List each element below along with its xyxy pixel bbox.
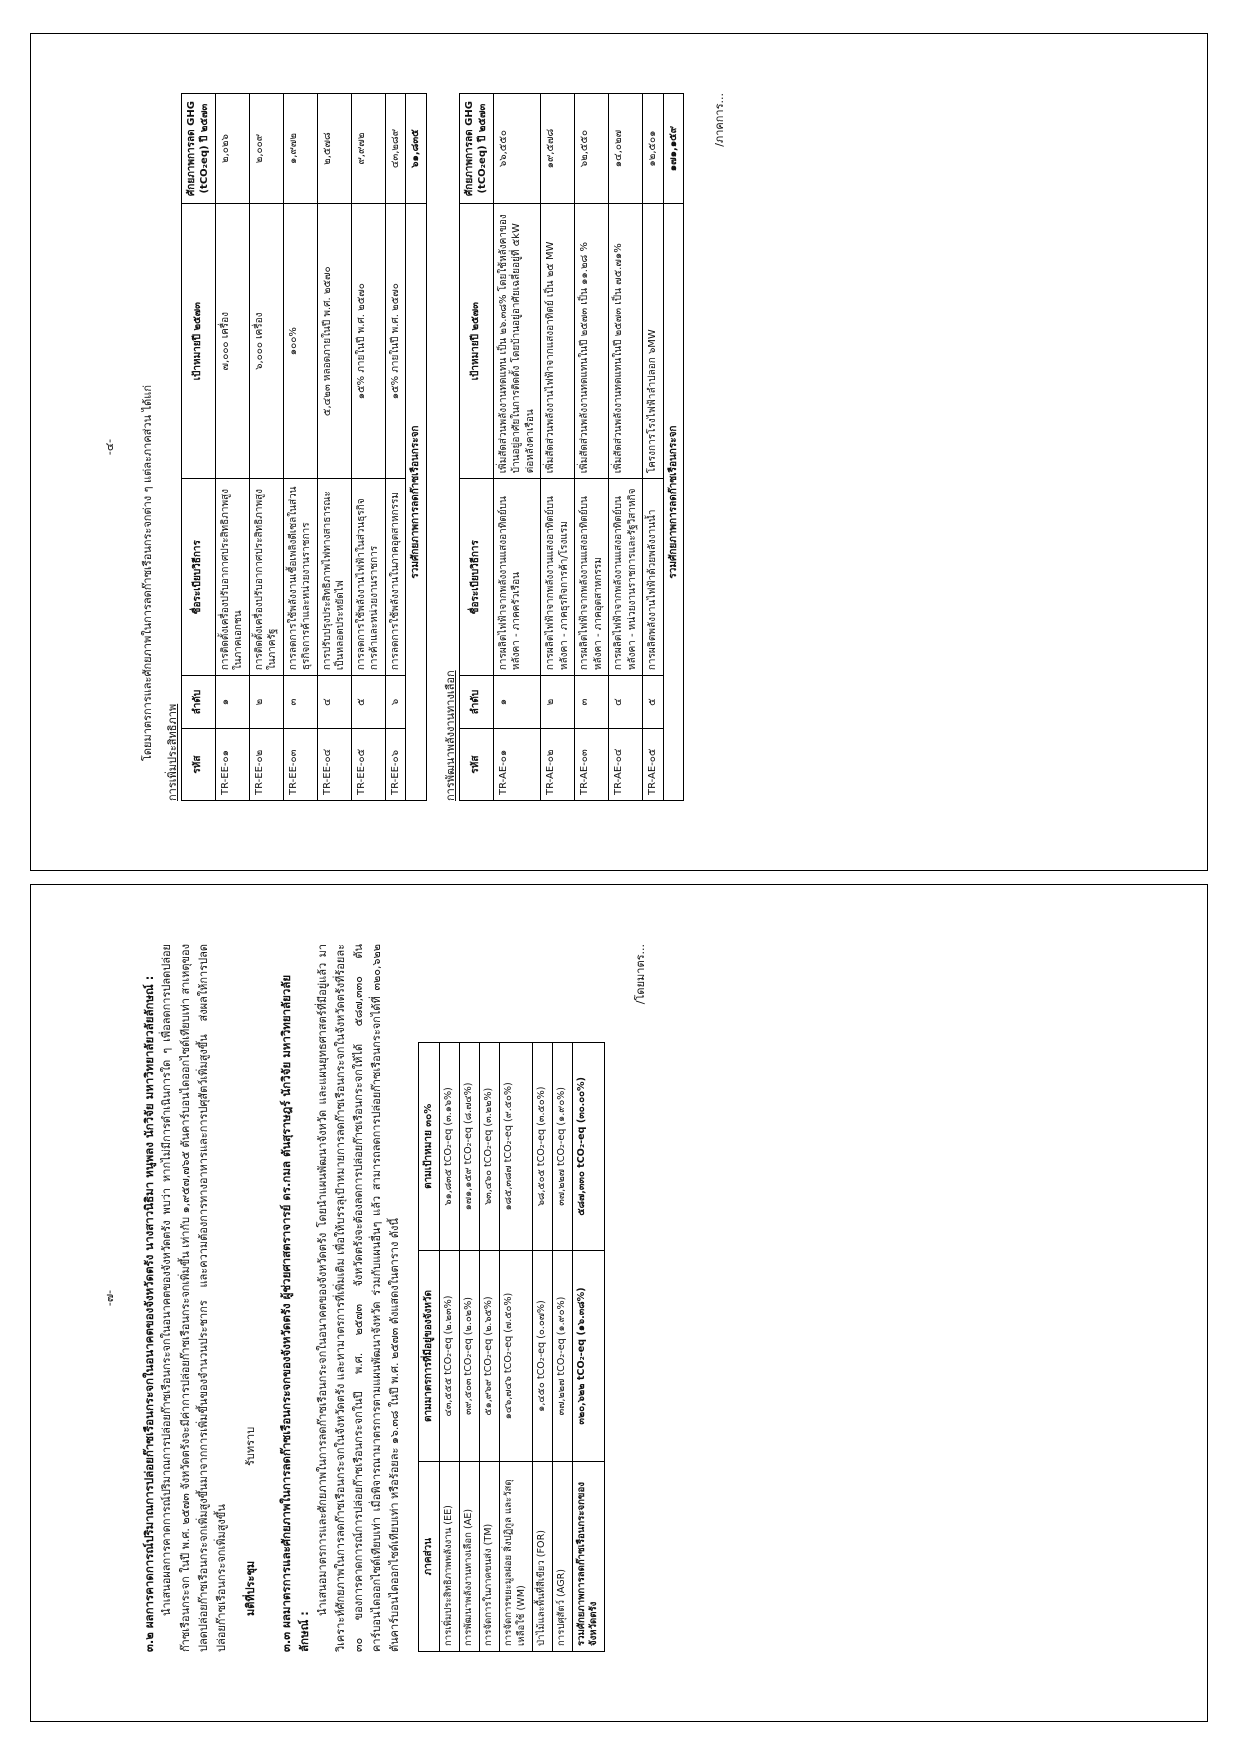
cell-potential: ๔๓,๒๘๙: [385, 94, 406, 204]
cell-province: ๓๙,๕๐๓ tCO₂-eq (๒.๐๒%): [459, 1250, 479, 1462]
cell-sector: รวมศักยภาพการลดก๊าซเรือนกระจกของจังหวัดตรัง: [572, 1462, 605, 1652]
header-code: รหัส: [459, 729, 493, 801]
ee-section-title: การเพิ่มประสิทธิภาพ: [165, 703, 179, 801]
cell-name: การผลิตไฟฟ้าจากพลังงานแสงอาทิตย์บนหลังคา - ภาคครัวเรือน: [493, 479, 541, 676]
cell-code: TR-EE-๐๖: [385, 729, 406, 801]
table-row: [479, 1043, 499, 1652]
table-row: [532, 1043, 552, 1652]
cell-potential: ๑,๙๗๒: [283, 94, 317, 204]
header-order: ลำดับ: [459, 676, 493, 729]
cell-name: การปรับปรุงประสิทธิภาพไฟทางสาธารณะเป็นหลอดประหยัดไฟ: [317, 479, 351, 676]
cell-order: ๕: [643, 676, 664, 729]
cell-name: การผลิตไฟฟ้าจากพลังงานแสงอาทิตย์บนหลังคา - ภาคธุรกิจการค้า/โรงแรม: [541, 479, 575, 676]
section-3-3-heading: ๓.๓ ผลมาตรการและศักยภาพในการลดก๊าซเรือนกระจกของจังหวัดตรัง ผู้ช่วยศาสตราจารย์ ดร.กมล ตันสุราษฎร์ นักวิจัย มหาวิทยาลัยวลัยลักษณ์ :: [278, 974, 312, 1652]
table-row: [609, 94, 643, 801]
table-row: [552, 1043, 572, 1652]
cell-order: ๔: [317, 676, 351, 729]
cell-sector: ป่าไม้และพื้นที่สีเขียว (FOR): [532, 1462, 552, 1652]
cell-order: ๑: [493, 676, 541, 729]
cell-code: TR-EE-๐๒: [249, 729, 283, 801]
header-potential: ศักยภาพการลด GHG (tCO₂eq) ปี ๒๕๗๓: [181, 94, 215, 204]
cell-order: ๓: [283, 676, 317, 729]
total-label: รวมศักยภาพการลดก๊าซเรือนกระจก: [663, 204, 684, 801]
document-page-4: [30, 33, 1208, 871]
table-row: [459, 1043, 479, 1652]
total-value: ๖๑,๘๓๕: [406, 94, 427, 204]
table-row: [351, 94, 385, 801]
table-row: [643, 94, 664, 801]
cell-name: การลดการใช้พลังงานในภาคอุตสาหกรรม: [385, 479, 406, 676]
cell-potential: ๖๖,๕๕๐: [493, 94, 541, 204]
cell-potential: ๒,๕๗๘: [317, 94, 351, 204]
cell-potential: ๑๙,๕๗๘: [541, 94, 575, 204]
resolution-row: [241, 944, 259, 1652]
section-3-2-heading: ๓.๒ ผลการคาดการณ์ปริมาณการปล่อยก๊าซเรือนกระจกในอนาคตของจังหวัดตรัง นางสาวนิธิมา หนูพลง นักวิจัย มหาวิทยาลัยวลัยลักษณ์ :: [142, 975, 156, 1652]
header-province: ตามมาตรการที่มีอยู่ของจังหวัด: [419, 1250, 440, 1462]
cell-potential: ๑๒,๕๐๑: [643, 94, 664, 204]
cell-sector: การจัดการขยะมูลฝอย สิ่งปฏิกูล และวัสดุเหลือใช้ (WM): [499, 1462, 532, 1652]
cell-target: เพิ่มสัดส่วนพลังงานทดแทนในปี ๒๕๗๓ เป็น ๑๑.๒๘ %: [575, 204, 609, 479]
cell-potential: ๙,๙๗๒: [351, 94, 385, 204]
cell-order: ๒: [249, 676, 283, 729]
cell-code: TR-EE-๐๔: [317, 729, 351, 801]
cell-order: ๓: [575, 676, 609, 729]
cell-target: ๖๑,๘๓๕ tCO₂-eq (๓.๑๖%): [439, 1043, 459, 1251]
cell-code: TR-AE-๐๕: [643, 729, 664, 801]
document-page-7: [30, 884, 1208, 1722]
cell-target: โครงการโรงไฟฟ้าลำปลอก ๖MW: [643, 204, 664, 479]
table-row: [541, 94, 575, 801]
cell-target: ๖๓,๔๖๐ tCO₂-eq (๓.๒๒%): [479, 1043, 499, 1251]
cell-target: ๕,๔๒๓ หลอดภายในปี พ.ศ. ๒๕๗๐: [317, 204, 351, 479]
table-total-row: [572, 1043, 605, 1652]
cell-province: ๔๓,๕๕๕ tCO₂-eq (๒.๒๓%): [439, 1250, 459, 1462]
table-row: [283, 94, 317, 801]
cell-target: ๑๗๑,๑๕๙ tCO₂-eq (๘.๗๔%): [459, 1043, 479, 1251]
cell-target: ๑๕% ภายในปี พ.ศ. ๒๕๗๐: [351, 204, 385, 479]
table-total-row: [663, 94, 684, 801]
cell-name: การติดตั้งเครื่องปรับอากาศประสิทธิภาพสูงในภาครัฐ: [249, 479, 283, 676]
table-header-row: [419, 1043, 440, 1652]
cell-target: เพิ่มสัดส่วนพลังงานทดแทน เป็น ๒๖.๓๘% โดยใช้หลังคาของบ้านอยู่อาศัยในการติดตั้ง โดยบ้านอยู่อาศัยเฉลี่ยอยู่ที่ ๕kW ต่อหลังคาเรือน: [493, 204, 541, 479]
cell-order: ๕: [351, 676, 385, 729]
resolution-value: รับทราบ: [243, 1426, 257, 1466]
cell-target: เพิ่มสัดส่วนพลังงานทดแทนในปี ๒๕๗๓ เป็น ๗๕.๗๑%: [609, 204, 643, 479]
table-row: [439, 1043, 459, 1652]
cell-code: TR-AE-๐๔: [609, 729, 643, 801]
total-label: รวมศักยภาพการลดก๊าซเรือนกระจก: [406, 204, 427, 801]
cell-province: ๑๔๖,๗๔๖ tCO₂-eq (๗.๕๐%): [499, 1250, 532, 1462]
table-row: [249, 94, 283, 801]
cell-code: TR-EE-๐๑: [215, 729, 249, 801]
page-number: -๗-: [103, 1289, 116, 1307]
cell-target: ๖๘,๕๐๕ tCO₂-eq (๓.๕๐%): [532, 1043, 552, 1251]
cell-potential: ๑๔,๐๒๗: [609, 94, 643, 204]
page-number: -๔-: [103, 438, 116, 456]
header-target: เป้าหมายปี ๒๕๗๓: [181, 204, 215, 479]
cell-sector: การจัดการในภาคขนส่ง (TM): [479, 1462, 499, 1652]
section-3-2-body: นำเสนอผลการคาดการณ์ปริมาณการปล่อยก๊าซเรือนกระจกในอนาคตของจังหวัดตรัง พบว่า หากไม่มีการดำเนินการใด ๆ เพื่อลดการปลดปล่อยก๊าซเรือนกระจก ในปี พ.ศ. ๒๕๗๓ จังหวัดตรังจะมีค่าการปล่อยก๊าซเรือนกระจกเพิ่มขึ้น เท่ากับ ๑,๙๕๗,๗๖๕ ตันคาร์บอนไดออกไซด์เทียบเท่า สาเหตุของปลดปล่อยก๊าซเรือนกระจกเพิ่มสูงขึ้นมาจากการเพิ่มขึ้นของจำนวนประชากร และความต้องการทางอาหารและการปศุสัตว์เพิ่มสูงขึ้น ส่งผลให้การปลดปล่อยก๊าซเรือนกระจกเพิ่มสูงขึ้น: [160, 944, 228, 1652]
cell-order: ๔: [609, 676, 643, 729]
cell-target: ๗,๐๐๐ เครื่อง: [215, 204, 249, 479]
cell-code: TR-AE-๐๒: [541, 729, 575, 801]
intro-text: โดยมาตรการและศักยภาพในการลดก๊าซเรือนกระจกต่าง ๆ แต่ละภาคส่วน ได้แก่: [141, 384, 154, 761]
total-value: ๑๗๑,๑๕๙: [663, 94, 684, 204]
cell-target: ๑๘๕,๓๘๗ tCO₂-eq (๙.๕๐%): [499, 1043, 532, 1251]
header-name: ชื่อระเบียบวิธีการ: [459, 479, 493, 676]
continuation-marker: /โดยมาตร...: [634, 944, 648, 1005]
cell-province: ๓๒๐,๖๒๒ tCO₂-eq (๑๖.๓๘%): [572, 1250, 605, 1462]
section-3-3-body: นำเสนอมาตรการและศักยภาพในการลดก๊าซเรือนกระจกในอนาคตของจังหวัดตรัง โดยนำแผนพัฒนาจังหวัด และแผนยุทธศาสตร์ที่มีอยู่แล้ว มาวิเคราะห์ศักยภาพในการลดก๊าซเรือนกระจกในจังหวัดตรัง และหามาตรการที่เพิ่มเติม เพื่อให้บรรลุเป้าหมายการลดก๊าซเรือนกระจกในจังหวัดตรังที่ร้อยละ ๓๐ ของการคาดการณ์การปล่อยก๊าซเรือนกระจกในปี พ.ศ. ๒๕๗๓ จังหวัดตรังจะต้องลดการปล่อยก๊าซเรือนกระจกให้ได้ ๕๘๗,๓๓๐ ตันคาร์บอนไดออกไซด์เทียบเท่า เมื่อพิจารณามาตรการตามแผนพัฒนาจังหวัด ร่วมกับแผนอื่นๆ แล้ว สามารถลดการปล่อยก๊าซเรือนกระจกได้ที่ ๓๒๐,๖๒๒ ตันคาร์บอนไดออกไซด์เทียบเท่า หรือร้อยละ ๑๖.๓๘ ในปี พ.ศ. ๒๕๗๓ ดังแสดงในตาราง ดังนี้: [315, 944, 402, 1652]
cell-sector: การพัฒนาพลังงานทางเลือก (AE): [459, 1462, 479, 1652]
table-header-row: [459, 94, 493, 801]
cell-name: การผลิตไฟฟ้าจากพลังงานแสงอาทิตย์บนหลังคา - ภาคอุตสาหกรรม: [575, 479, 609, 676]
continuation-marker: /ภาคการ...: [713, 93, 726, 147]
cell-name: การลดการใช้พลังงานไฟฟ้าในส่วนธุรกิจการค้าและหน่วยงานราชการ: [351, 479, 385, 676]
cell-province: ๓๗,๒๒๗ tCO₂-eq (๑.๙๐%): [552, 1250, 572, 1462]
header-order: ลำดับ: [181, 676, 215, 729]
table-row: [493, 94, 541, 801]
cell-target: ๓๗,๒๒๗ tCO₂-eq (๑.๙๐%): [552, 1043, 572, 1251]
sector-summary-table: [418, 1042, 605, 1652]
cell-sector: การปศุสัตว์ (AGR): [552, 1462, 572, 1652]
cell-target: เพิ่มสัดส่วนพลังงานไฟฟ้าจากแสงอาทิตย์ เป็น ๒๕ MW: [541, 204, 575, 479]
cell-target: ๑๕% ภายในปี พ.ศ. ๒๕๗๐: [385, 204, 406, 479]
header-target: ตามเป้าหมาย ๓๐%: [419, 1043, 440, 1251]
cell-name: การผลิตไฟฟ้าจากพลังงานแสงอาทิตย์บนหลังคา - หน่วยงานราชการและรัฐวิสาหกิจ: [609, 479, 643, 676]
cell-target: ๑๐๐%: [283, 204, 317, 479]
cell-order: ๒: [541, 676, 575, 729]
cell-name: การผลิตพลังงานไฟฟ้าด้วยพลังงานน้ำ: [643, 479, 664, 676]
table-row: [499, 1043, 532, 1652]
table-total-row: [406, 94, 427, 801]
cell-target: ๖,๐๐๐ เครื่อง: [249, 204, 283, 479]
ae-measures-table: [459, 93, 685, 801]
cell-sector: การเพิ่มประสิทธิภาพพลังงาน (EE): [439, 1462, 459, 1652]
cell-potential: ๒,๐๐๙: [249, 94, 283, 204]
ee-measures-table: [181, 93, 427, 801]
cell-province: ๕๑,๙๖๙ tCO₂-eq (๒.๖๕%): [479, 1250, 499, 1462]
table-row: [575, 94, 609, 801]
header-potential: ศักยภาพการลด GHG (tCO₂eq) ปี ๒๕๗๓: [459, 94, 493, 204]
cell-code: TR-EE-๐๕: [351, 729, 385, 801]
table-row: [317, 94, 351, 801]
table-row: [215, 94, 249, 801]
resolution-label: มติที่ประชุม: [243, 1560, 257, 1616]
cell-code: TR-EE-๐๓: [283, 729, 317, 801]
header-target: เป้าหมายปี ๒๕๗๓: [459, 204, 493, 479]
cell-code: TR-AE-๐๑: [493, 729, 541, 801]
table-header-row: [181, 94, 215, 801]
cell-target: ๕๘๗,๓๓๐ tCO₂-eq (๓๐.๐๐%): [572, 1043, 605, 1251]
ae-section-title: การพัฒนาพลังงานทางเลือก: [443, 670, 457, 801]
cell-name: การติดตั้งเครื่องปรับอากาศประสิทธิภาพสูงในภาคเอกชน: [215, 479, 249, 676]
header-sector: ภาคส่วน: [419, 1462, 440, 1652]
header-name: ชื่อระเบียบวิธีการ: [181, 479, 215, 676]
cell-name: การลดการใช้พลังงานเชื้อเพลิงดีเซลในส่วนธุรกิจการค้าและหน่วยงานราชการ: [283, 479, 317, 676]
cell-province: ๑,๔๕๐ tCO₂-eq (๐.๐๗%): [532, 1250, 552, 1462]
header-code: รหัส: [181, 729, 215, 801]
cell-code: TR-AE-๐๓: [575, 729, 609, 801]
cell-order: ๑: [215, 676, 249, 729]
table-row: [385, 94, 406, 801]
cell-order: ๖: [385, 676, 406, 729]
cell-potential: ๖๒,๕๕๐: [575, 94, 609, 204]
cell-potential: ๒,๐๒๖: [215, 94, 249, 204]
